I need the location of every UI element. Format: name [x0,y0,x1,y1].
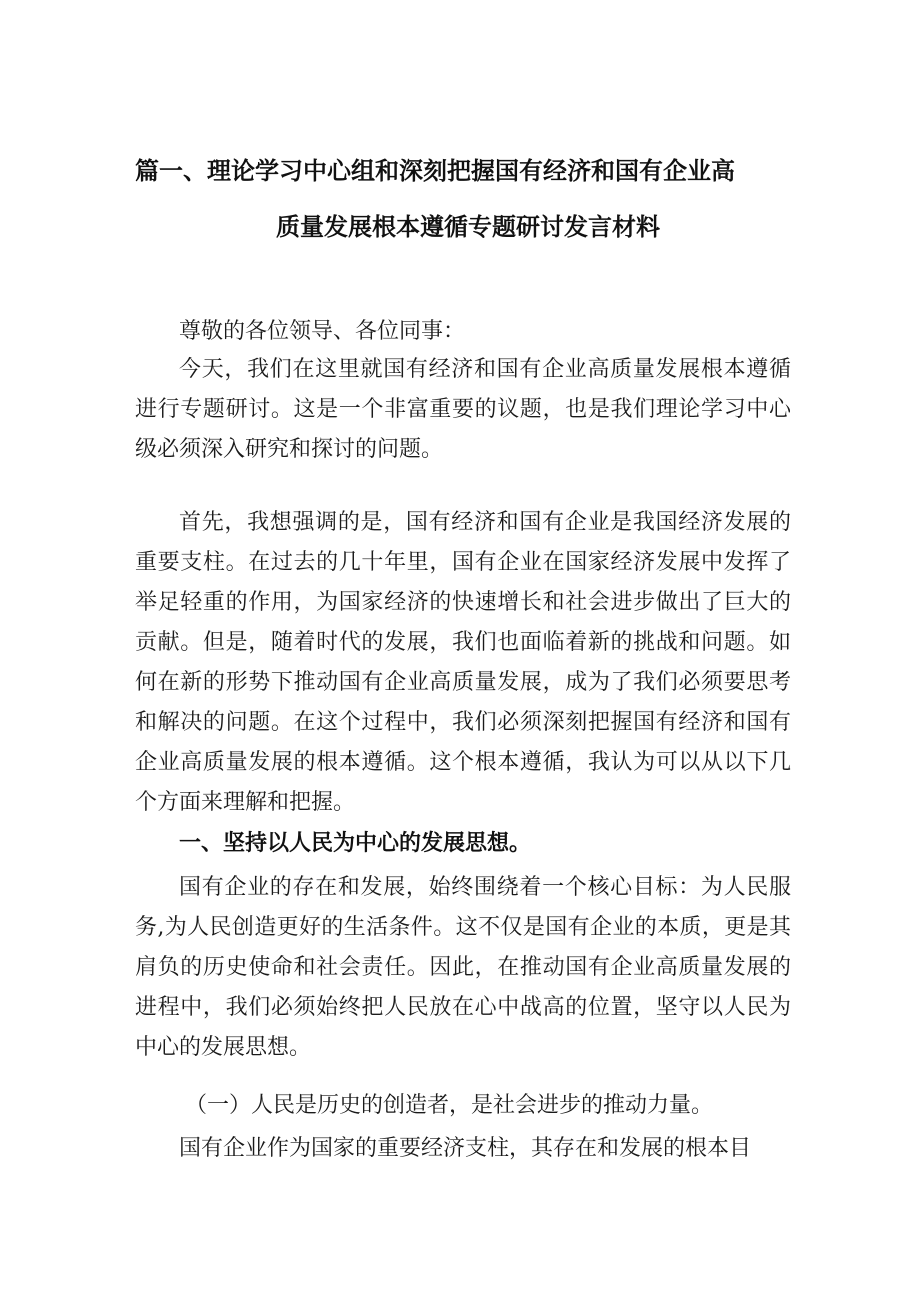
section-heading-1: 一、坚持以人民为中心的发展思想。 [179,831,532,856]
paragraph-section-1: 国有企业的存在和发展，始终围绕着一个核心目标：为人民服务,为人民创造更好的生活条件。这不仅是国有企业的本质，更是其肩负的历史使命和社会责任。因此，在推动国有企业高质量发展的进程中，我们必须始终把人民放在心中战高的位置，坚守以人民为中心的发展思想。 [135,875,791,1060]
paragraph-subsection-1: 国有企业作为国家的重要经济支柱，其存在和发展的根本目 [179,1136,752,1161]
salutation: 尊敬的各位领导、各位同事： [179,319,466,344]
document-title-line-1: 篇一、理论学习中心组和深刻把握国有经济和国有企业高 [135,157,735,185]
document-title-line-2: 质量发展根本遵循专题研讨发言材料 [276,213,660,241]
paragraph-intro: 今天，我们在这里就国有经济和国有企业高质量发展根本遵循进行专题研讨。这是一个非富重要的议题，也是我们理论学习中心级必须深入研究和探讨的问题。 [135,357,791,462]
paragraph-background: 首先，我想强调的是，国有经济和国有企业是我国经济发展的重要支柱。在过去的几十年里，国有企业在国家经济发展中发挥了举足轻重的作用，为国家经济的快速增长和社会进步做出了巨大的贡献。但是，随着时代的发展，我们也面临着新的挑战和问题。如何在新的形势下推动国有企业高质量发展，成为了我们必须要思考和解决的问题。在这个过程中，我们必须深刻把握国有经济和国有企业高质量发展的根本遵循。这个根本遵循，我认为可以从以下几个方面来理解和把握。 [135,510,791,815]
subsection-heading-1: （一）人民是历史的创造者，是社会进步的推动力量。 [185,1093,714,1118]
